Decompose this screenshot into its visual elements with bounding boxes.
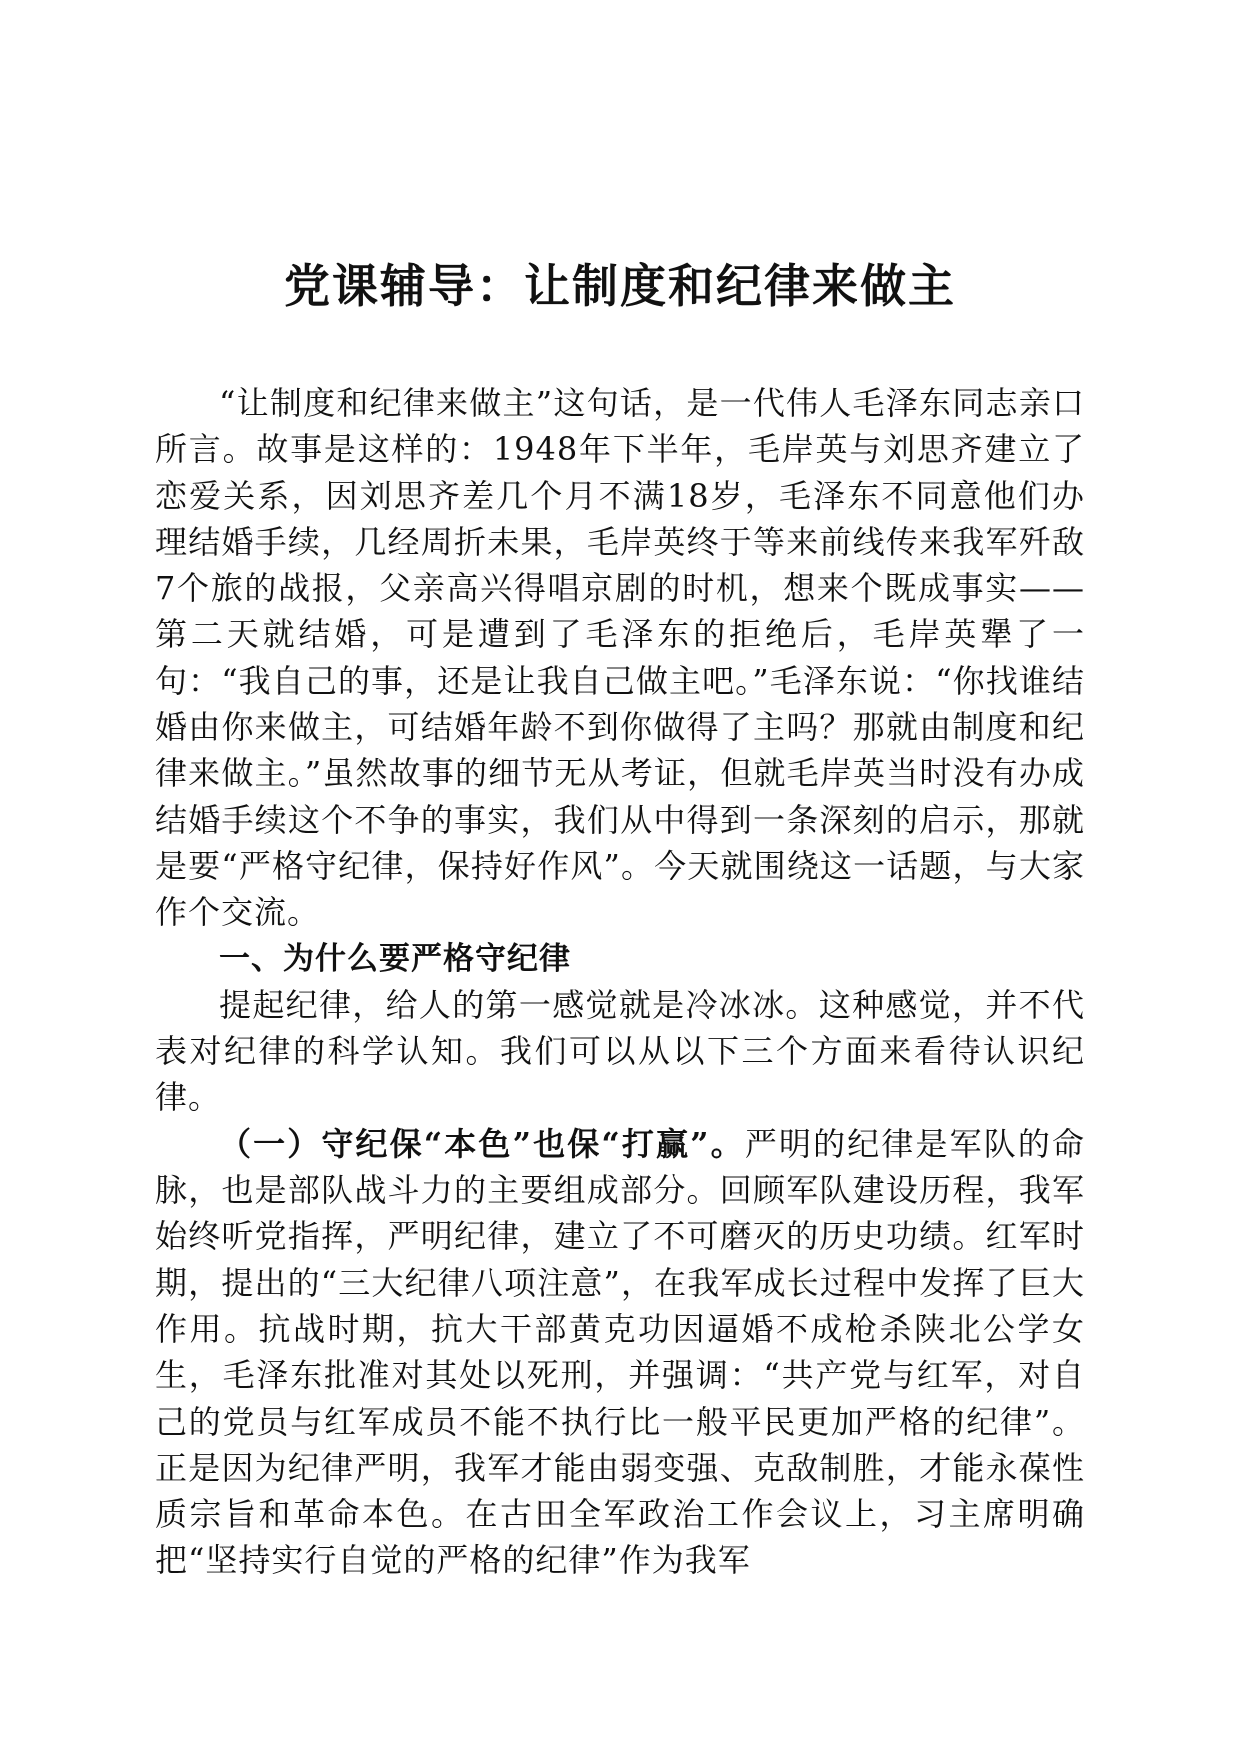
subsection-1-paragraph xyxy=(155,1121,1085,1584)
document-body xyxy=(155,380,1085,1584)
page-title: 党课辅导：让制度和纪律来做主 xyxy=(284,259,956,313)
intro-paragraph: “让制度和纪律来做主”这句话，是一代伟人毛泽东同志亲口所言。故事是这样的：1948年下半年，毛岸英与刘思齐建立了恋爱关系，因刘思齐差几个月不满18岁，毛泽东不同意他们办理结婚手续，几经周折未果，毛岸英终于等来前线传来我军歼敌7个旅的战报，父亲高兴得唱京剧的时机，想来个既成事实——第二天就结婚，可是遭到了毛泽东的拒绝后，毛岸英犟了一句：“我自己的事，还是让我自己做主吧。”毛泽东说：“你找谁结婚由你来做主，可结婚年龄不到你做得了主吗？那就由制度和纪律来做主。”虽然故事的细节无从考证，但就毛岸英当时没有办成结婚手续这个不争的事实，我们从中得到一条深刻的启示，那就是要“严格守纪律，保持好作风”。今天就围绕这一话题，与大家作个交流。 xyxy=(155,384,1085,932)
subsection-1-body: 严明的纪律是军队的命脉，也是部队战斗力的主要组成部分。回顾军队建设历程，我军始终听党指挥，严明纪律，建立了不可磨灭的历史功绩。红军时期，提出的“三大纪律八项注意”，在我军成长过程中发挥了巨大作用。抗战时期，抗大干部黄克功因逼婚不成枪杀陕北公学女生，毛泽东批准对其处以死刑，并强调：“共产党与红军，对自己的党员与红军成员不能不执行比一般平民更加严格的纪律”。正是因为纪律严明，我军才能由弱变强、克敌制胜，才能永葆性质宗旨和革命本色。在古田全军政治工作会议上，习主席明确把“坚持实行自觉的严格的纪律”作为我军 xyxy=(155,1124,1085,1580)
section-1-intro-paragraph: 提起纪律，给人的第一感觉就是冷冰冰。这种感觉，并不代表对纪律的科学认知。我们可以从以下三个方面来看待认识纪律。 xyxy=(155,985,1085,1117)
subsection-1-heading: （一）守纪保“本色”也保“打赢”。 xyxy=(219,1124,745,1163)
section-heading-1: 一、为什么要严格守纪律 xyxy=(219,940,571,977)
